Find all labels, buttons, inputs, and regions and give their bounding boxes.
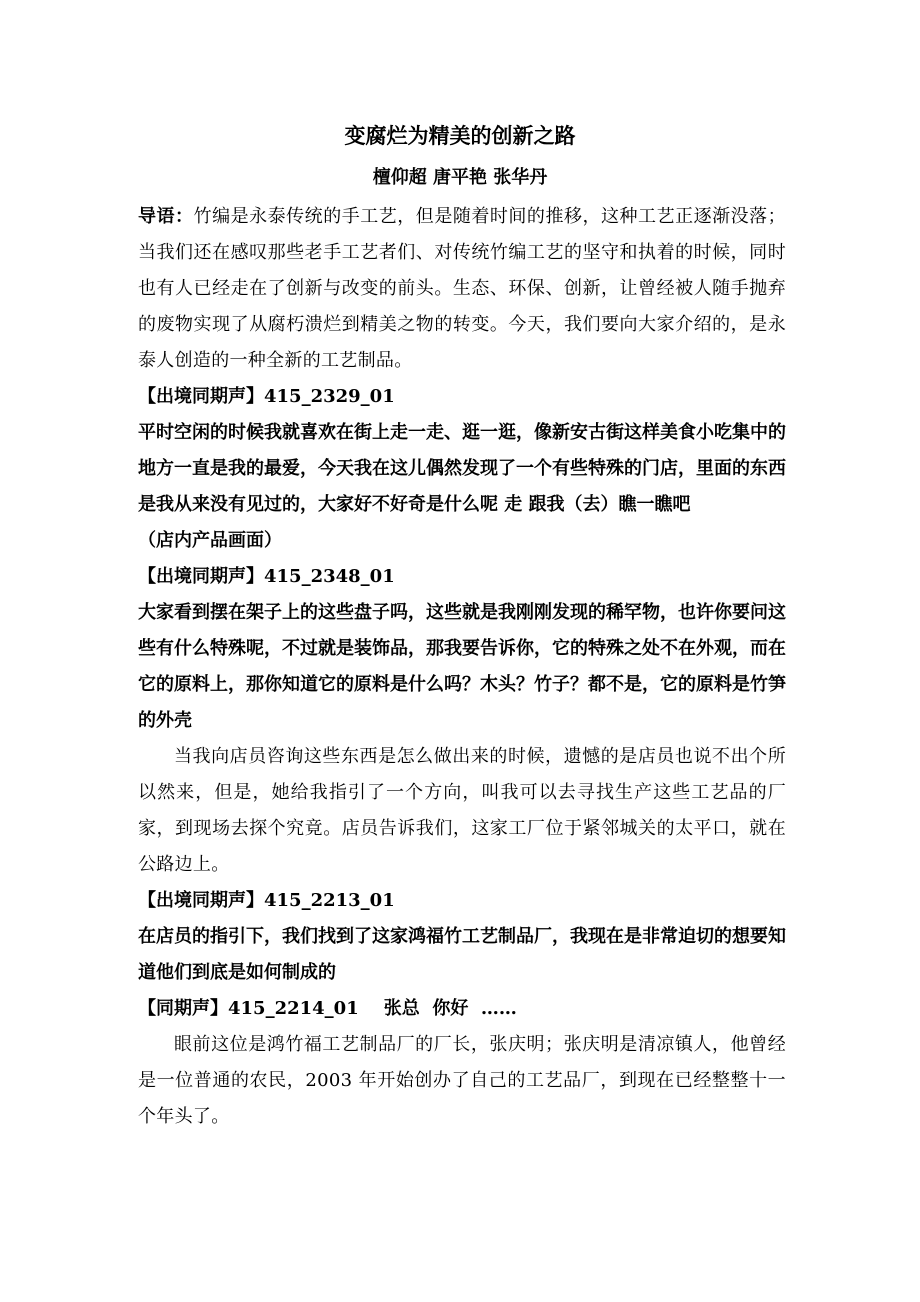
scene-marker: （店内产品画面） [138, 530, 282, 551]
host-script-paragraph: 平时空闲的时候我就喜欢在街上走一走、逛一逛，像新安古街这样美食小吃集中的地方一直是我的最爱，今天我在这儿偶然发现了一个有些特殊的门店，里面的东西是我从来没有见过的，大家好不好奇是什么呢 走 跟我（去）瞧一瞧吧 [138, 422, 786, 515]
intro-paragraph [138, 199, 786, 379]
document-title: 变腐烂为精美的创新之路 [344, 123, 576, 148]
scene-marker: 【出境同期声】415_2348_01 [138, 566, 395, 587]
scene-marker: 【出境同期声】415_2213_01 [138, 890, 395, 911]
intro-text: 竹编是永泰传统的手工艺，但是随着时间的推移，这种工艺正逐渐没落；当我们还在感叹那些老手工艺者们、对传统竹编工艺的坚守和执着的时候，同时也有人已经走在了创新与改变的前头。生态、环保、创新，让曾经被人随手抛弃的废物实现了从腐朽溃烂到精美之物的转变。今天，我们要向大家介绍的，是永泰人创造的一种全新的工艺制品。 [138, 206, 786, 371]
host-script-paragraph: 大家看到摆在架子上的这些盘子吗，这些就是我刚刚发现的稀罕物，也许你要问这些有什么特殊呢，不过就是装饰品，那我要告诉你，它的特殊之处不在外观，而在它的原料上，那你知道它的原料是什么吗？木头？竹子？都不是，它的原料是竹笋的外壳 [138, 602, 786, 731]
scene-marker: 【出境同期声】415_2329_01 [138, 386, 395, 407]
scene-marker: 【同期声】415_2214_01 张总 你好 …… [138, 998, 517, 1019]
author-line: 檀仰超 唐平艳 张华丹 [372, 167, 548, 188]
intro-label: 导语： [138, 206, 194, 227]
host-script-paragraph: 在店员的指引下，我们找到了这家鸿福竹工艺制品厂，我现在是非常迫切的想要知道他们到底是如何制成的 [138, 926, 786, 983]
document-body [138, 199, 786, 1135]
narration-paragraph: 当我向店员咨询这些东西是怎么做出来的时候，遗憾的是店员也说不出个所以然来，但是，她给我指引了一个方向，叫我可以去寻找生产这些工艺品的厂家，到现场去探个究竟。店员告诉我们，这家工厂位于紧邻城关的太平口，就在公路边上。 [138, 746, 786, 875]
narration-paragraph: 眼前这位是鸿竹福工艺制品厂的厂长，张庆明；张庆明是清凉镇人，他曾经是一位普通的农民，2003 年开始创办了自己的工艺品厂，到现在已经整整十一个年头了。 [138, 1034, 786, 1127]
